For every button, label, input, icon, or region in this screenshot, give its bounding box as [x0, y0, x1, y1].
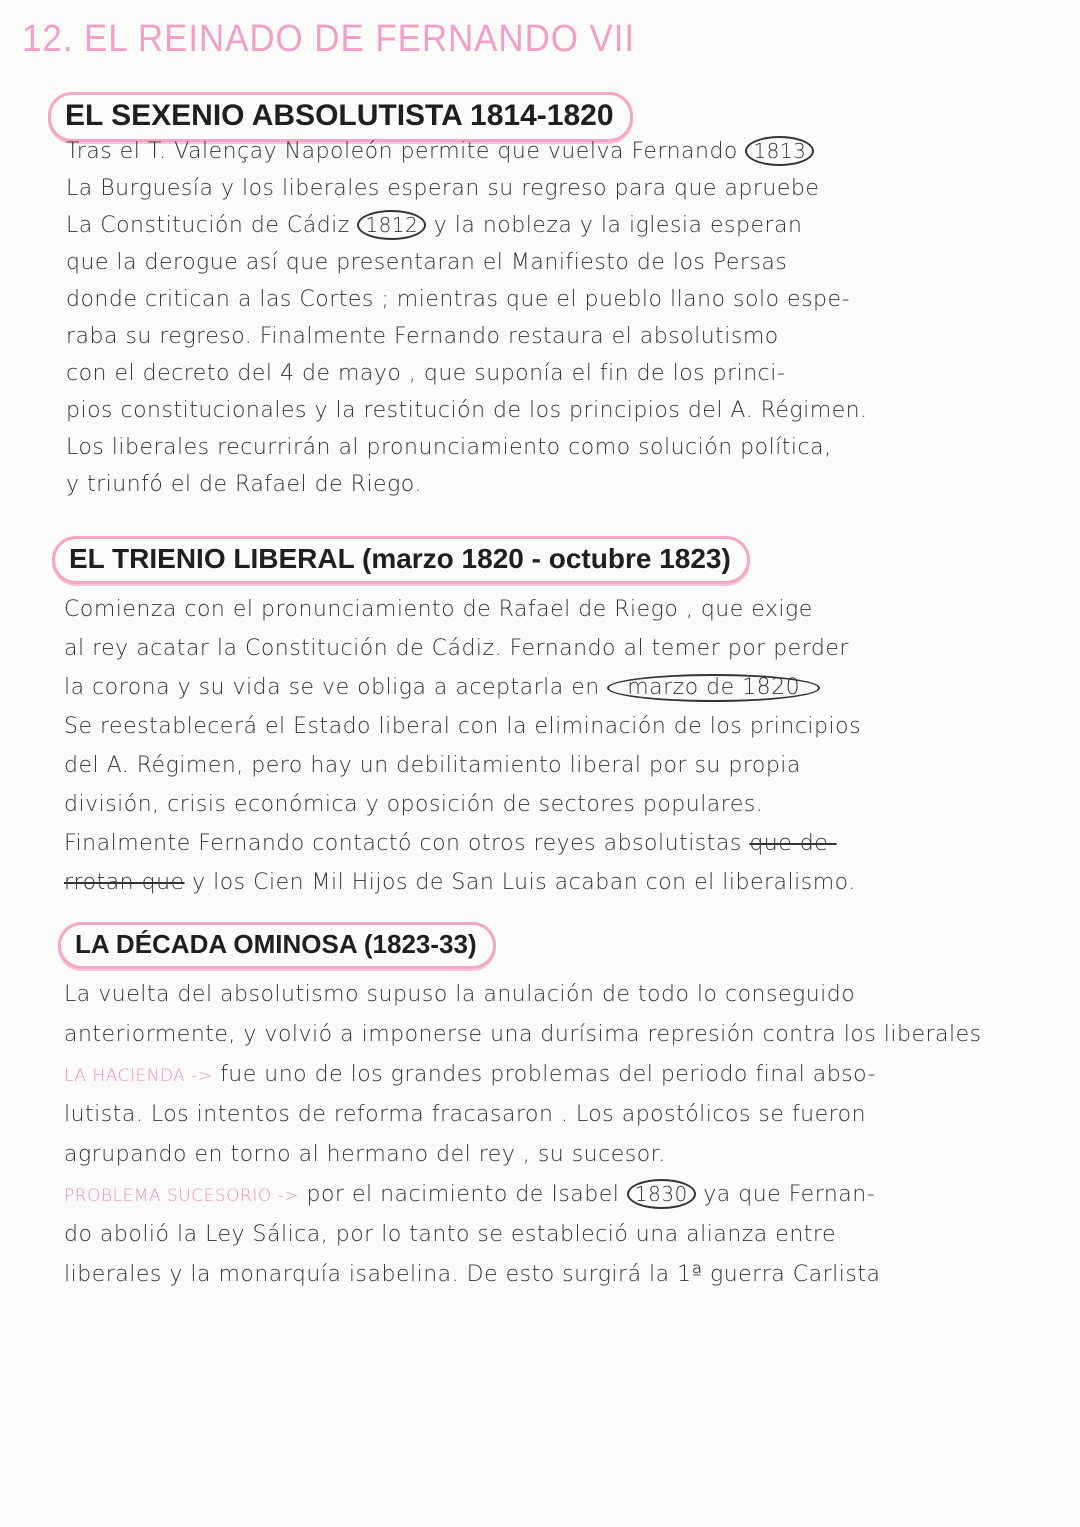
- text-line: La Constitución de Cádiz 1812 y la nobleza y la iglesia esperan: [66, 207, 868, 244]
- text-line: lutista. Los intentos de reforma fracasaron . Los apostólicos se fueron: [64, 1102, 867, 1127]
- text-line: pios constitucionales y la restitución de los principios del A. Régimen.: [66, 398, 868, 423]
- topic-label: LA HACIENDA ->: [64, 1066, 213, 1086]
- text-line: La vuelta del absolutismo supuso la anulación de todo lo conseguido: [64, 982, 856, 1007]
- section-heading-sexenio: EL SEXENIO ABSOLUTISTA 1814-1820: [48, 92, 633, 142]
- text-line: rrotan que y los Cien Mil Hijos de San Luis acaban con el liberalismo.: [64, 870, 856, 895]
- page-title: 12. EL REINADO DE FERNANDO VII: [22, 18, 635, 60]
- section-body-decada-ominosa: [64, 975, 982, 1295]
- section-body-sexenio: [66, 133, 868, 503]
- circled-date: marzo de 1820: [607, 674, 820, 702]
- text-line: al rey acatar la Constitución de Cádiz. Fernando al temer por perder: [64, 636, 849, 661]
- text-line: Los liberales recurrirán al pronunciamiento como solución política,: [66, 435, 832, 460]
- text-line: donde critican a las Cortes ; mientras que el pueblo llano solo espe-: [66, 287, 850, 312]
- text-line: La Burguesía y los liberales esperan su regreso para que apruebe: [66, 176, 820, 201]
- section-heading-decada-ominosa: LA DÉCADA OMINOSA (1823-33): [58, 922, 496, 969]
- text-line: anteriormente, y volvió a imponerse una durísima represión contra los liberales: [64, 1022, 982, 1047]
- text-line: agrupando en torno al hermano del rey , su sucesor.: [64, 1142, 666, 1167]
- text-line: raba su regreso. Finalmente Fernando restaura el absolutismo: [66, 324, 779, 349]
- text-line: Tras el T. Valençay Napoleón permite que vuelva Fernando 1813: [66, 133, 868, 170]
- text-line: Se reestablecerá el Estado liberal con la eliminación de los principios: [64, 714, 862, 739]
- text-line: do abolió la Ley Sálica, por lo tanto se estableció una alianza entre: [64, 1222, 836, 1247]
- circled-date: 1813: [745, 136, 814, 166]
- text-line: del A. Régimen, pero hay un debilitamiento liberal por su propia: [64, 753, 801, 778]
- text-line: división, crisis económica y oposición de sectores populares.: [64, 792, 764, 817]
- section-body-trienio: [64, 590, 861, 902]
- text-line: liberales y la monarquía isabelina. De esto surgirá la 1ª guerra Carlista: [64, 1262, 881, 1287]
- circled-date: 1830: [627, 1179, 696, 1209]
- text-line: la corona y su vida se ve obliga a aceptarla en marzo de 1820: [64, 668, 861, 707]
- text-line: que la derogue así que presentaran el Manifiesto de los Persas: [66, 250, 788, 275]
- topic-label: PROBLEMA SUCESORIO ->: [64, 1186, 299, 1206]
- struck-text: que de-: [749, 831, 837, 856]
- text-line: PROBLEMA SUCESORIO -> por el nacimiento de Isabel 1830 ya que Fernan-: [64, 1175, 982, 1215]
- text-line: LA HACIENDA -> fue uno de los grandes problemas del periodo final abso-: [64, 1062, 876, 1087]
- circled-date: 1812: [357, 210, 426, 240]
- text-line: y triunfó el de Rafael de Riego.: [66, 472, 422, 497]
- text-line: Finalmente Fernando contactó con otros reyes absolutistas que de-: [64, 831, 837, 856]
- text-line: Comienza con el pronunciamiento de Rafael de Riego , que exige: [64, 597, 813, 622]
- struck-text: rrotan que: [64, 870, 185, 895]
- text-line: con el decreto del 4 de mayo , que suponía el fin de los princi-: [66, 361, 786, 386]
- section-heading-trienio: EL TRIENIO LIBERAL (marzo 1820 - octubre 1823): [52, 536, 750, 584]
